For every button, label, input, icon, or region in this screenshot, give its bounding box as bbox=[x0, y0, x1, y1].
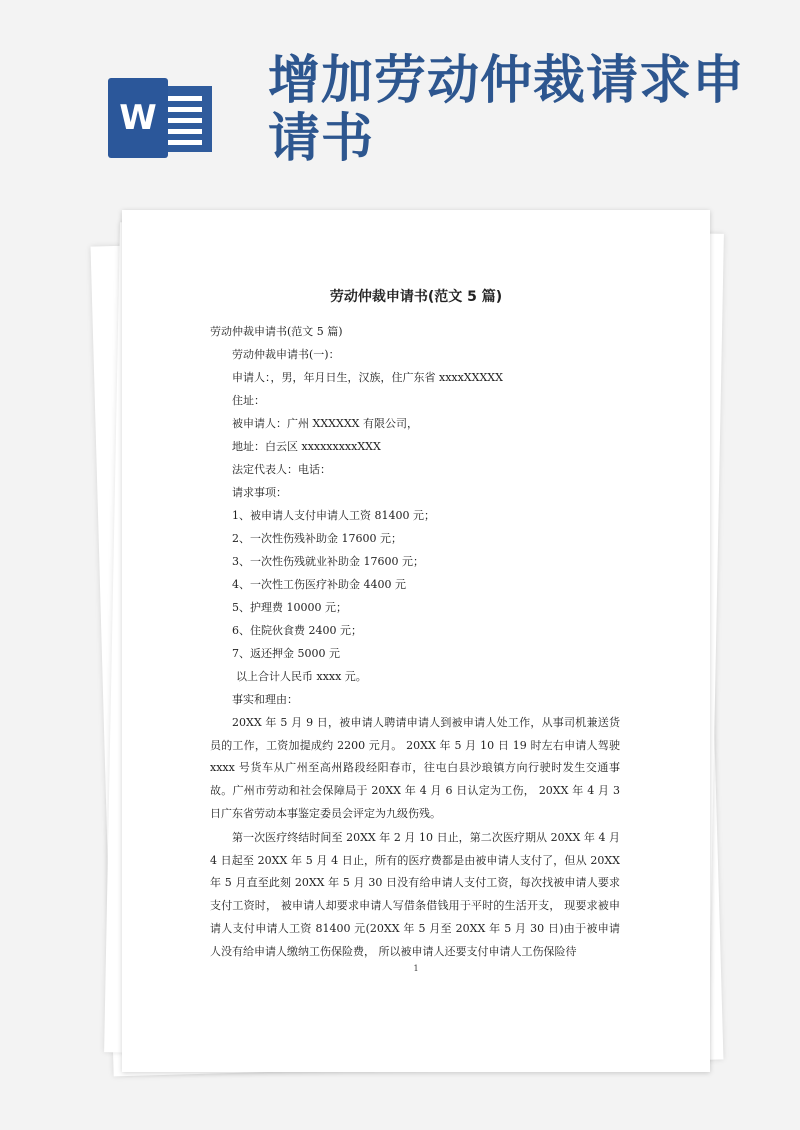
text-line: 5、护理费 10000 元； bbox=[232, 601, 347, 614]
document-title: 增加劳动仲裁请求申请书 bbox=[268, 51, 746, 169]
text-line: 被申请人：广州 XXXXXX 有限公司， bbox=[232, 417, 418, 430]
banner bbox=[0, 0, 800, 200]
body-paragraph: 20XX 年 5 月 9 日，被申请人聘请申请人到被申请人处工作，从事司机兼送货员的工作，工资加提成约 2200 元月。 20XX 年 5 月 10 日 19 时左右申请人驾驶 xxxx 号货车从广州至高州路段经阳春市，往屯白县沙琅镇方向行驶时发生交通事故。广州市劳动和社会保障局于 20XX 年 4 月 6 日认定为工伤， 20XX 年 4 月 3 日广东省劳动本事鉴定委员会评定为九级伤残。 bbox=[210, 716, 620, 820]
text-line: 以上合计人民币 xxxx 元。 bbox=[236, 670, 367, 683]
text-line: 事实和理由： bbox=[232, 693, 298, 706]
page-number: 1 bbox=[413, 964, 419, 973]
text-line: 地址：白云区 xxxxxxxxxXXX bbox=[232, 440, 381, 453]
text-line: 申请人：，男，年月日生，汉族，住广东省 xxxxXXXXX bbox=[232, 371, 503, 384]
text-line: 住址： bbox=[232, 394, 265, 407]
text-line: 2、一次性伤残补助金 17600 元； bbox=[232, 532, 402, 545]
word-logo-letter: W bbox=[108, 78, 168, 158]
document-page bbox=[122, 210, 710, 1072]
page-heading: 劳动仲裁申请书(范文 5 篇) bbox=[329, 289, 503, 305]
text-line: 劳动仲裁申请书(一)： bbox=[232, 348, 340, 361]
text-line: 劳动仲裁申请书(范文 5 篇) bbox=[210, 325, 343, 338]
text-line: 请求事项： bbox=[232, 486, 287, 499]
body-paragraph: 第一次医疗终结时间至 20XX 年 2 月 10 日止，第二次医疗期从 20XX 年 4 月 4 日起至 20XX 年 5 月 4 日止，所有的医疗费都是由被申请人支付了，但从 20XX 年 5 月直至此刻 20XX 年 5 月 30 日没有给申请人支付工资，每次找被申请人要求支付工资时， 被申请人却要求申请人写借条借钱用于平时的生活开支， 现要求被申请人支付申请人工资 81400 元(20XX 年 5 月至 20XX 年 5 月 30 日)由于被申请人没有给申请人缴纳工伤保险费， 所以被申请人还要支付申请人工伤保险待 bbox=[210, 831, 620, 958]
text-line: 7、返还押金 5000 元 bbox=[232, 647, 340, 660]
text-line: 4、一次性工伤医疗补助金 4400 元 bbox=[232, 578, 406, 591]
text-line: 法定代表人：电话： bbox=[232, 463, 331, 476]
text-line: 3、一次性伤残就业补助金 17600 元； bbox=[232, 555, 424, 568]
word-document-icon bbox=[108, 78, 213, 158]
text-line: 1、被申请人支付申请人工资 81400 元； bbox=[232, 509, 435, 522]
text-line: 6、住院伙食费 2400 元； bbox=[232, 624, 362, 637]
